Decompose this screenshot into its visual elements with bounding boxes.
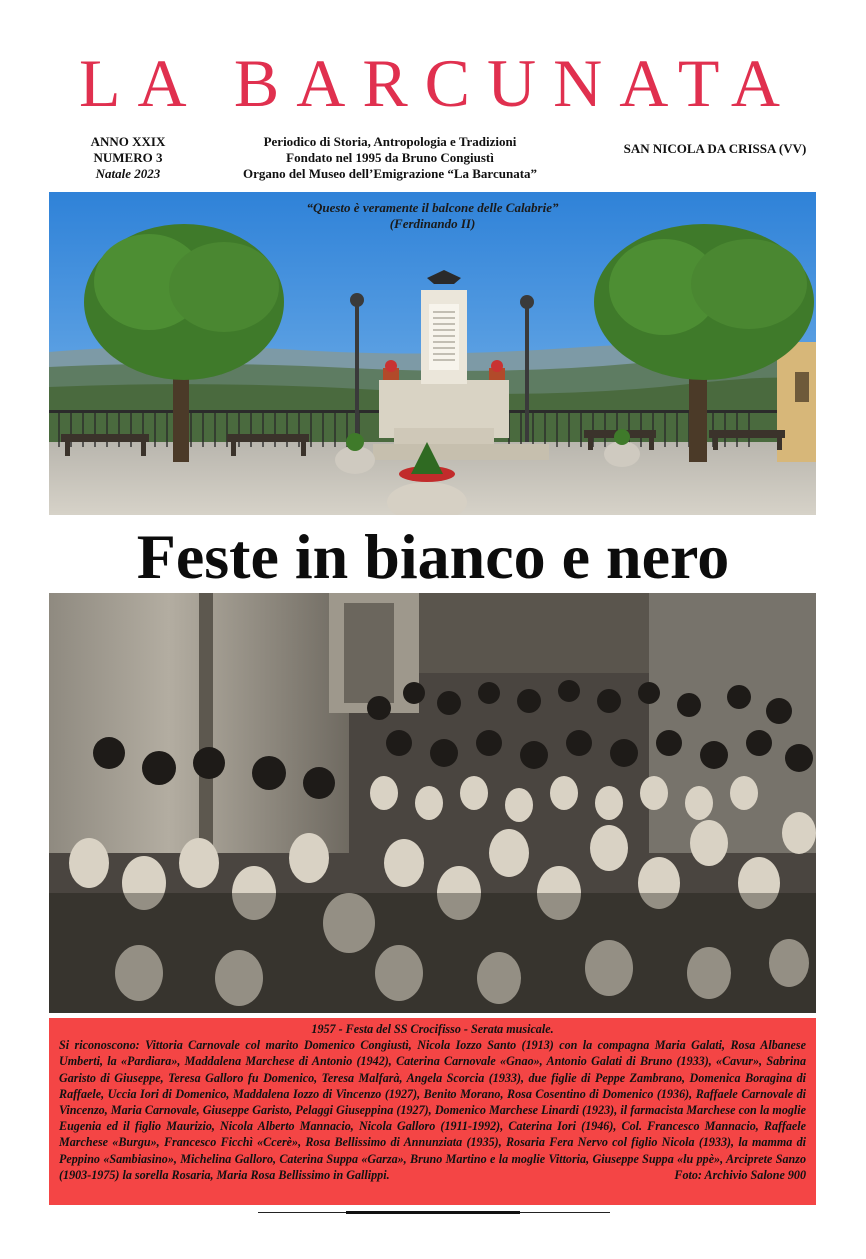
issue-year: ANNO XXIX: [90, 134, 166, 149]
footer-rule-accent: [346, 1211, 520, 1214]
publication-founder: Fondato nel 1995 da Bruno Congiustì: [286, 150, 494, 165]
publication-info: [210, 134, 570, 182]
issue-edition: Natale 2023: [95, 166, 161, 181]
masthead-title: LA BARCUNATA: [78, 45, 798, 121]
issue-number: NUMERO 3: [93, 150, 163, 165]
publication-organ: Organo del Museo dell’Emigrazione “La Barcunata”: [242, 166, 538, 181]
cover-photo: [49, 192, 816, 515]
cover-quote-author: (Ferdinando II): [389, 216, 476, 231]
historic-crowd-photo: [49, 593, 816, 1013]
cover-quote-text: “Questo è veramente il balcone delle Calabrie”: [306, 200, 559, 215]
caption-title: 1957 - Festa del SS Crocifisso - Serata musicale.: [311, 1022, 554, 1036]
headline: Feste in bianco e nero: [136, 521, 730, 592]
publication-subtitle: Periodico di Storia, Antropologia e Tradizioni: [263, 134, 517, 149]
issue-info: [78, 134, 178, 182]
photo-caption: [49, 1018, 816, 1205]
caption-body: Si riconoscono: Vittoria Carnovale col marito Domenico Congiustì, Nicola Iozzo Santo (1913) con la compagna Maria Galati, Rosa Albanese Umberti, la «Pardiara», Maddalena Marchese di Antonio (1942), Caterina Carnovale «Gnao», Antonio Galati di Bruno (1933), «Cavur», Sabrina Garisto di Giuseppe, Teresa Galloro fu Domenico, Teresa Malfarà, Angela Scorcia (1933), due figlie di Peppe Zambrano, Domenica Boragina di Raffaele, Uccia Iori di Domenico, Maddalena Iozzo di Vincenzo (1927), Benito Morano, Rosa Cosentino di Domenico (1936), Raffaele Carnovale di Vincenzo, Maria Carnovale, Giuseppe Garisto, Pelaggi Giuseppina (1927), Domenico Marchese Linardi (1923), il farmacista Marchese con la moglie Eugenia ed il figlio Maurizio, Nicola Alberto Mannacio, Nicola Galloro (1911-1992), Caterina Iori (1946), Col. Francesco Mannacio, Raffaele Marchese «Burgu», Francesco Ficchì «Ccerè», Rosa Bellissimo di Annunziata (1935), Rosaria Fera Nervo col figlio Nicola (1933), la mamma di Peppino «Sambiasino», Michelina Galloro, Caterina Suppa «Garza», Bruno Martino e la moglie Vittoria, Giuseppe Suppa «lu ppè», Arciprete Sanzo (1903-1975) la sorella Rosaria, Maria Rosa Bellissimo in Gallippi.: [59, 1038, 806, 1182]
belvedere-illustration: [49, 192, 816, 515]
crowd-photo-illustration: [49, 593, 816, 1013]
caption-credit: Foto: Archivio Salone 900: [674, 1167, 806, 1182]
cover-quote: [49, 200, 816, 232]
place-name: SAN NICOLA DA CRISSA (VV): [623, 141, 807, 156]
